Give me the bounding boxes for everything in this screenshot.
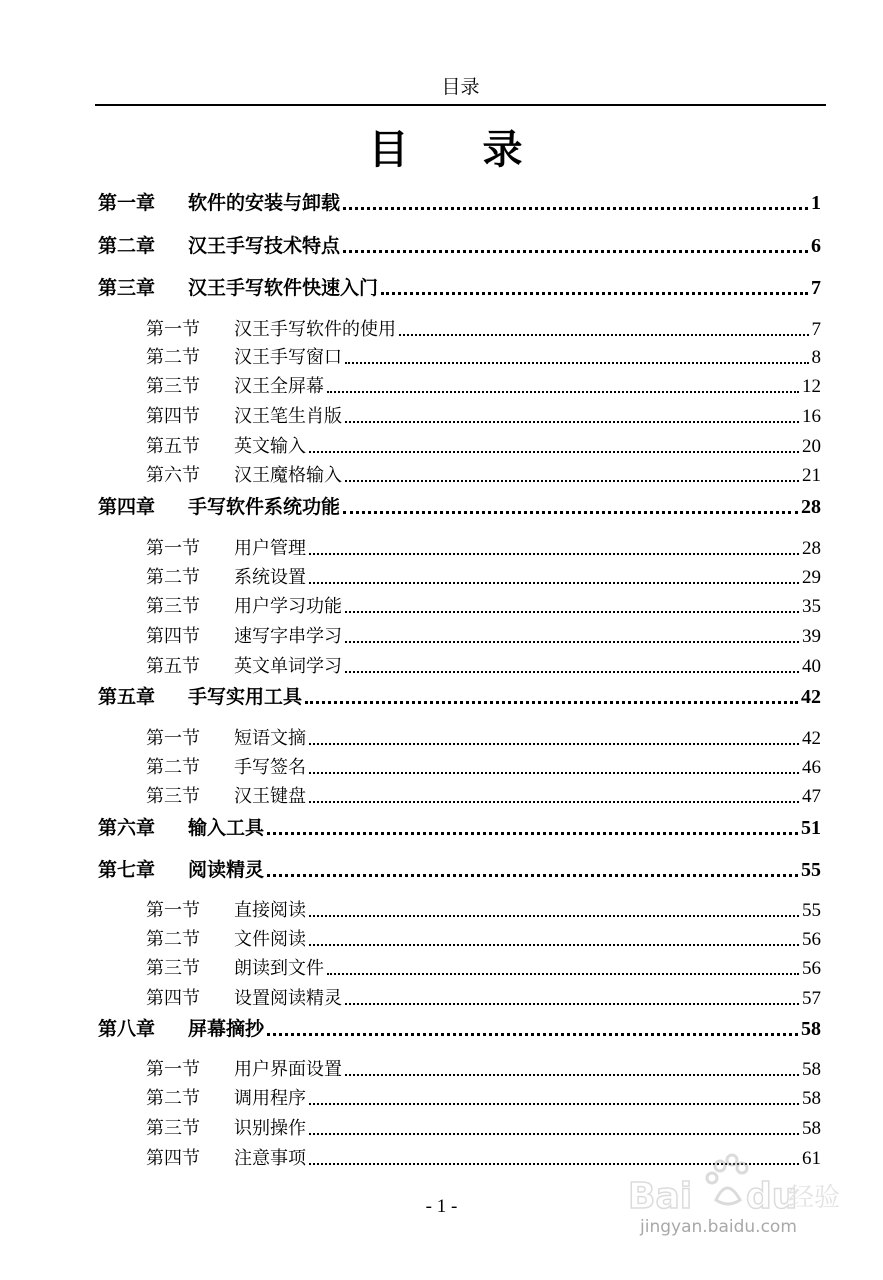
- dot-leader: [381, 292, 808, 295]
- toc-entry-page: 7: [811, 319, 821, 340]
- toc-section-entry[interactable]: [146, 1084, 821, 1110]
- toc-entry-page: 35: [802, 596, 821, 617]
- page-title: 目 录: [368, 127, 553, 173]
- toc-entry-page: 51: [801, 817, 821, 839]
- dot-leader: [309, 553, 799, 555]
- toc-section-entry[interactable]: [146, 724, 821, 750]
- toc-chapter-entry[interactable]: [98, 492, 821, 519]
- toc-entry-title: 速写字串学习: [234, 626, 342, 647]
- toc-entry-number: 第一节: [146, 900, 200, 921]
- toc-section-entry[interactable]: [146, 563, 821, 589]
- toc-section-entry[interactable]: [146, 1114, 821, 1140]
- running-header: 目录: [441, 76, 480, 98]
- toc-section-entry[interactable]: [146, 896, 821, 922]
- toc-entry-number: 第一节: [146, 319, 200, 340]
- toc-entry-title: 手写签名: [234, 757, 306, 778]
- toc-section-entry[interactable]: [146, 954, 821, 980]
- toc-entry-title: 用户学习功能: [234, 596, 342, 617]
- dot-leader: [309, 582, 799, 584]
- toc-entry-number: 第二节: [146, 757, 200, 778]
- toc-entry-title: 屏幕摘抄: [188, 1018, 265, 1040]
- toc-entry-number: 第一节: [146, 728, 200, 749]
- toc-section-entry[interactable]: [146, 534, 821, 560]
- toc-entry-page: 1: [811, 192, 821, 214]
- toc-entry-title: 汉王笔生肖版: [234, 406, 342, 427]
- toc-entry-number: 第三节: [146, 786, 200, 807]
- watermark-url: jingyan.baidu.com: [640, 1217, 797, 1237]
- toc-entry-title: 汉王手写软件的使用: [234, 319, 396, 340]
- toc-entry-number: 第二节: [146, 1088, 200, 1109]
- toc-entry-title: 汉王键盘: [234, 786, 306, 807]
- toc-entry-number: 第六节: [146, 465, 200, 486]
- toc-entry-title: 短语文摘: [234, 728, 306, 749]
- dot-leader: [345, 362, 809, 364]
- toc-entry-page: 20: [802, 436, 821, 457]
- dot-leader: [327, 973, 799, 975]
- toc-entry-page: 8: [811, 347, 821, 368]
- toc-entry-title: 注意事项: [234, 1148, 306, 1169]
- toc-entry-number: 第一节: [146, 538, 200, 559]
- toc-entry-number: 第四节: [146, 626, 200, 647]
- toc-entry-number: 第二节: [146, 347, 200, 368]
- toc-entry-page: 58: [802, 1118, 821, 1139]
- toc-entry-title: 汉王手写软件快速入门: [188, 277, 379, 299]
- toc-section-entry[interactable]: [146, 622, 821, 648]
- toc-section-entry[interactable]: [146, 592, 821, 618]
- toc-chapter-entry[interactable]: [98, 1014, 821, 1041]
- dot-leader: [345, 421, 799, 423]
- toc-entry-page: 56: [802, 929, 821, 950]
- toc-entry-number: 第二章: [98, 235, 156, 257]
- dot-leader: [343, 207, 808, 210]
- dot-leader: [399, 334, 809, 336]
- toc-entry-page: 29: [802, 567, 821, 588]
- dot-leader: [345, 671, 799, 673]
- dot-leader: [309, 944, 799, 946]
- toc-entry-page: 28: [801, 496, 821, 518]
- toc-entry-title: 汉王魔格输入: [234, 465, 342, 486]
- toc-entry-page: 40: [802, 656, 821, 677]
- dot-leader: [309, 915, 799, 917]
- toc-entry-page: 58: [802, 1059, 821, 1080]
- dot-leader: [309, 1103, 799, 1105]
- svg-text:经验: 经验: [788, 1183, 841, 1213]
- toc-section-entry[interactable]: [146, 925, 821, 951]
- toc-entry-number: 第三节: [146, 958, 200, 979]
- toc-entry-title: 软件的安装与卸载: [188, 192, 341, 214]
- toc-entry-page: 56: [802, 958, 821, 979]
- toc-entry-number: 第四章: [98, 496, 156, 518]
- toc-section-entry[interactable]: [146, 984, 821, 1010]
- toc-entry-number: 第三节: [146, 1118, 200, 1139]
- toc-entry-number: 第五章: [98, 686, 156, 708]
- toc-entry-title: 调用程序: [234, 1088, 306, 1109]
- dot-leader: [309, 801, 799, 803]
- toc-entry-title: 朗读到文件: [234, 958, 324, 979]
- toc-section-entry[interactable]: [146, 315, 821, 341]
- toc-entry-page: 39: [802, 626, 821, 647]
- toc-entry-number: 第六章: [98, 817, 156, 839]
- toc-entry-title: 英文输入: [234, 436, 306, 457]
- toc-entry-page: 42: [802, 728, 821, 749]
- toc-entry-page: 42: [801, 686, 821, 708]
- toc-entry-title: 英文单词学习: [234, 656, 342, 677]
- page-number: - 1 -: [425, 1196, 458, 1217]
- toc-entry-number: 第三节: [146, 596, 200, 617]
- toc-entry-number: 第一节: [146, 1059, 200, 1080]
- dot-leader: [345, 480, 799, 482]
- dot-leader: [345, 1074, 799, 1076]
- toc-entry-page: 28: [802, 538, 821, 559]
- toc-entry-page: 57: [802, 988, 821, 1009]
- toc-entry-number: 第四节: [146, 1148, 200, 1169]
- toc-entry-page: 55: [802, 900, 821, 921]
- toc-chapter-entry[interactable]: [98, 855, 821, 882]
- toc-entry-page: 58: [801, 1018, 821, 1040]
- toc-entry-title: 阅读精灵: [188, 859, 265, 881]
- toc-entry-title: 文件阅读: [234, 929, 306, 950]
- toc-section-entry[interactable]: [146, 652, 821, 678]
- dot-leader: [343, 250, 808, 253]
- toc-entry-number: 第四节: [146, 988, 200, 1009]
- toc-section-entry[interactable]: [146, 402, 821, 428]
- toc-entry-title: 识别操作: [234, 1118, 306, 1139]
- toc-entry-number: 第二节: [146, 567, 200, 588]
- toc-entry-number: 第五节: [146, 436, 200, 457]
- toc-entry-title: 汉王手写技术特点: [188, 235, 341, 257]
- toc-entry-title: 用户管理: [234, 538, 306, 559]
- toc-section-entry[interactable]: [146, 1055, 821, 1081]
- toc-section-entry[interactable]: [146, 753, 821, 779]
- toc-chapter-entry[interactable]: [98, 682, 821, 709]
- dot-leader: [309, 1133, 799, 1135]
- toc-entry-title: 输入工具: [188, 817, 265, 839]
- dot-leader: [345, 641, 799, 643]
- dot-leader: [345, 1003, 799, 1005]
- toc-section-entry[interactable]: [146, 782, 821, 808]
- toc-entry-title: 汉王全屏幕: [234, 376, 324, 397]
- toc-entry-title: 手写软件系统功能: [188, 496, 341, 518]
- toc-entry-page: 6: [811, 235, 821, 257]
- toc-chapter-entry[interactable]: [98, 231, 821, 258]
- toc-entry-number: 第三章: [98, 277, 156, 299]
- dot-leader: [305, 701, 798, 704]
- toc-entry-page: 58: [802, 1088, 821, 1109]
- dot-leader: [343, 511, 798, 514]
- toc-entry-page: 61: [802, 1148, 821, 1169]
- toc-section-entry[interactable]: [146, 461, 821, 487]
- toc-section-entry[interactable]: [146, 372, 821, 398]
- watermark-brand: Bai: [628, 1176, 693, 1217]
- toc-entry-number: 第一章: [98, 192, 156, 214]
- toc-entry-number: 第八章: [98, 1018, 156, 1040]
- toc-entry-page: 21: [802, 465, 821, 486]
- dot-leader: [267, 874, 798, 877]
- dot-leader: [327, 391, 799, 393]
- toc-entry-title: 直接阅读: [234, 900, 306, 921]
- svg-text:du: du: [746, 1176, 798, 1217]
- dot-leader: [267, 1033, 798, 1036]
- toc-entry-page: 47: [802, 786, 821, 807]
- toc-entry-number: 第七章: [98, 859, 156, 881]
- toc-entry-number: 第三节: [146, 376, 200, 397]
- toc-entry-number: 第二节: [146, 929, 200, 950]
- toc-chapter-entry[interactable]: [98, 273, 821, 300]
- toc-entry-page: 7: [811, 277, 821, 299]
- toc-entry-title: 设置阅读精灵: [234, 988, 342, 1009]
- toc-entry-page: 12: [802, 376, 821, 397]
- toc-section-entry[interactable]: [146, 432, 821, 458]
- toc-entry-number: 第四节: [146, 406, 200, 427]
- toc-chapter-entry[interactable]: [98, 813, 821, 840]
- toc-section-entry[interactable]: [146, 343, 821, 369]
- dot-leader: [309, 451, 799, 453]
- dot-leader: [309, 743, 799, 745]
- toc-entry-page: 16: [802, 406, 821, 427]
- toc-entry-page: 46: [802, 757, 821, 778]
- toc-entry-title: 手写实用工具: [188, 686, 303, 708]
- toc-entry-number: 第五节: [146, 656, 200, 677]
- toc-chapter-entry[interactable]: [98, 188, 821, 215]
- dot-leader: [345, 611, 799, 613]
- toc-entry-page: 55: [801, 859, 821, 881]
- toc-entry-title: 汉王手写窗口: [234, 347, 342, 368]
- toc-entry-title: 用户界面设置: [234, 1059, 342, 1080]
- toc-entry-title: 系统设置: [234, 567, 306, 588]
- dot-leader: [309, 772, 799, 774]
- dot-leader: [267, 832, 798, 835]
